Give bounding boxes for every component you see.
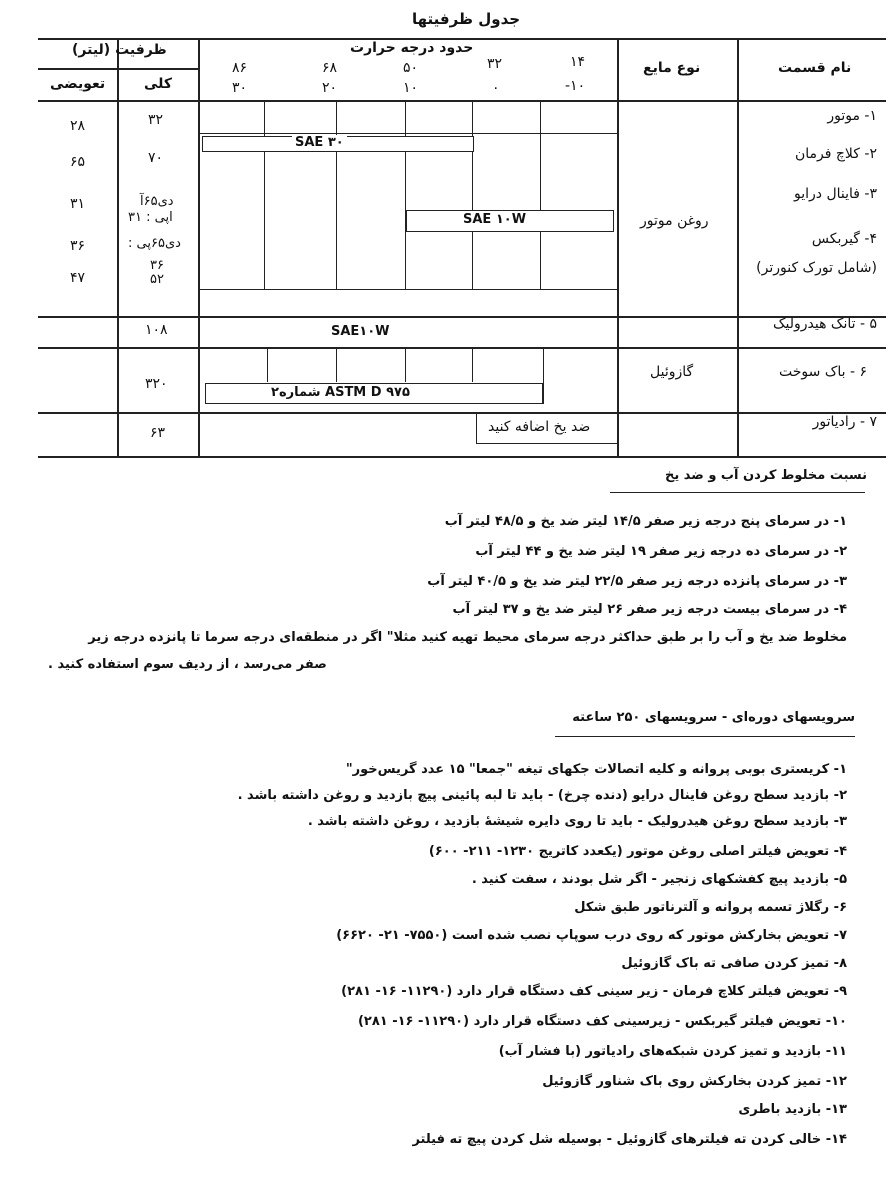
col-line-3 [617, 38, 619, 456]
mix-item-3: ۳- در سرمای پانزده درجه زیر صفر ۲۲/۵ لیتر ضد یخ و ۴۰/۵ لیتر آب [427, 574, 847, 589]
mix-item-1: ۱- در سرمای پنج درجه زیر صفر ۱۴/۵ لیتر ضد یخ و ۴۸/۵ لیتر آب [444, 514, 847, 529]
row-radiator: ۷ - رادیاتور [812, 414, 877, 430]
label-antifreeze: ضد یخ اضافه کنید [488, 419, 591, 435]
row-gearbox: ۴- گیربکس [811, 231, 877, 247]
service-title: سرویسهای دوره‌ای - سرویسهای ۲۵۰ ساعته [572, 710, 855, 725]
temp-f-68: ۶۸ [322, 60, 338, 76]
service-item-13: ۱۳- بازدید باطری [738, 1102, 847, 1117]
replace-gear-b: ۴۷ [70, 270, 86, 286]
capacity-header-line [38, 68, 198, 70]
diesel-grid-v-5 [543, 348, 544, 404]
label-sae10w-a: SAE ۱۰W [460, 212, 529, 227]
service-item-8: ۸- تمیز کردن صافی ته باک گازوئیل [621, 956, 847, 971]
service-item-9: ۹- تعویض فیلتر کلاچ فرمان - زیر سینی کف دستگاه قرار دارد (۱۱۲۹۰- ۱۶- ۲۸۱) [341, 984, 847, 999]
temp-f-50: ۵۰ [403, 60, 419, 76]
total-engine: ۳۲ [148, 112, 164, 128]
service-item-3: ۳- بازدید سطح روغن هیدرولیک - باید تا روی دایره شیشهٔ بازدید ، روغن داشته باشد . [307, 814, 847, 829]
service-item-1: ۱- کریستری بوبی پروانه و کلیه اتصالات جکهای تیغه "جمعا" ۱۵ عدد گریس‌خور" [345, 762, 847, 777]
header-capacity: ظرفیت (لیتر) [72, 42, 167, 58]
capacity-table [0, 0, 895, 460]
col-line-4 [737, 38, 739, 456]
header-total: کلی [144, 76, 173, 92]
total-clutch: ۷۰ [148, 150, 164, 166]
total-fuel: ۳۲۰ [145, 376, 168, 392]
service-title-underline [555, 736, 855, 737]
temp-f-14: ۱۴ [570, 54, 586, 70]
service-item-12: ۱۲- تمیز کردن بخارکش روی باک شناور گازوئیل [542, 1074, 847, 1089]
row-clutch: ۲- کلاچ فرمان [794, 146, 877, 162]
grid-h-2 [198, 289, 617, 290]
label-sae10w-b: SAE۱۰W [328, 324, 393, 339]
grid-v-4 [472, 100, 473, 290]
header-temp-range: حدود درجه حرارت [350, 40, 474, 56]
temp-c-0: ۰ [492, 80, 500, 96]
header-part-name: نام قسمت [778, 60, 852, 76]
temp-c-minus10: -۱۰ [565, 78, 586, 94]
service-item-7: ۷- تعویض بخارکش موتور که روی درب سوپاپ نصب شده است (۷۵۵۰- ۲۱- ۶۶۲۰) [336, 928, 847, 943]
grid-v-2 [336, 100, 337, 290]
replace-clutch: ۶۵ [70, 154, 86, 170]
antifreeze-box-left [476, 412, 477, 444]
temp-c-20: ۲۰ [322, 80, 338, 96]
header-fluid-type: نوع مایع [643, 60, 701, 76]
mix-item-2: ۲- در سرمای ده درجه زیر صفر ۱۹ لیتر ضد یخ و ۴۴ لیتر آب [475, 544, 847, 559]
replace-final: ۳۱ [70, 196, 86, 212]
service-item-14: ۱۴- خالی کردن ته فیلترهای گازوئیل - بوسیله شل کردن پیچ ته فیلتر [412, 1132, 847, 1147]
row-hydraulic-tank: ۵ - تانک هیدرولیک [772, 316, 877, 332]
total-gear-c: ۵۲ [150, 272, 164, 287]
row-final-drive: ۳- فاینال درایو [793, 186, 877, 202]
header-replace: تعویضی [50, 76, 106, 92]
row-fuel-tank: ۶ - باک سوخت [779, 364, 867, 380]
mix-note-1: مخلوط ضد یخ و آب را بر طبق حداکثر درجه سرمای محیط تهیه کنید مثلا" اگر در منطقه‌ای درجه سرما تا پانزده درجه زیر [88, 630, 847, 645]
mix-note-2: صفر می‌رسد ، از ردیف سوم استفاده کنید . [48, 657, 327, 672]
temp-c-30: ۳۰ [232, 80, 248, 96]
fluid-engine-oil: روغن موتور [640, 213, 709, 229]
total-final-b: اپی : ۳۱ [128, 210, 173, 225]
label-sae30: SAE ۳۰ [292, 135, 347, 150]
row-sep-3 [38, 412, 886, 414]
diesel-grid-v-3 [405, 348, 406, 382]
grid-h-1 [198, 133, 617, 134]
mix-title-underline [610, 492, 865, 493]
service-item-2: ۲- بازدید سطح روغن فاینال درایو (دنده چرخ) - باید تا لبه پائینی پیچ بازدید و روغن داشته باشد . [237, 788, 847, 803]
total-gear-b: ۳۶ [150, 258, 164, 273]
service-item-11: ۱۱- بازدید و تمیز کردن شبکه‌های رادیاتور (با فشار آب) [498, 1044, 847, 1059]
header-bottom-line [38, 100, 886, 102]
total-final-a: دی۶۵آ [140, 194, 174, 209]
table-title: جدول ظرفیتها [412, 10, 521, 28]
service-item-4: ۴- تعویض فیلتر اصلی روغن موتور (یکعدد کاتریج ۱۲۳۰- ۲۱۱- ۶۰۰) [428, 844, 847, 859]
col-line-2 [198, 38, 200, 456]
replace-engine: ۲۸ [70, 118, 86, 134]
temp-c-10: ۱۰ [403, 80, 419, 96]
col-line-1 [117, 38, 119, 456]
row-sep-2 [38, 347, 886, 349]
diesel-grid-v-2 [336, 348, 337, 382]
total-hydraulic: ۱۰۸ [145, 322, 168, 338]
grid-v-5 [540, 100, 541, 290]
row-sep-1 [38, 316, 886, 318]
label-astm: ASTM D ۹۷۵ شماره۲ [268, 385, 413, 400]
row-torque-converter: (شامل تورک کنورتر) [756, 260, 877, 276]
service-section [0, 700, 895, 1180]
service-item-6: ۶- رگلاژ تسمه پروانه و آلترناتور طبق شکل [574, 900, 847, 915]
diesel-grid-v-4 [472, 348, 473, 382]
temp-f-32: ۳۲ [487, 56, 503, 72]
total-radiator: ۶۳ [150, 425, 166, 441]
antifreeze-box-bottom [476, 443, 617, 444]
row-engine: ۱- موتور [827, 108, 877, 124]
grid-v-1 [264, 100, 265, 290]
grid-v-3 [405, 100, 406, 290]
fluid-diesel: گازوئیل [650, 364, 694, 380]
service-item-10: ۱۰- تعویض فیلتر گیربکس - زیرسینی کف دستگاه قرار دارد (۱۱۲۹۰- ۱۶- ۲۸۱) [357, 1014, 847, 1029]
mix-section [0, 460, 895, 690]
diesel-grid-v-1 [267, 348, 268, 382]
mix-title: نسبت مخلوط کردن آب و ضد یخ [664, 468, 867, 483]
mix-item-4: ۴- در سرمای بیست درجه زیر صفر ۲۶ لیتر ضد یخ و ۳۷ لیتر آب [452, 602, 847, 617]
service-item-5: ۵- بازدید پیچ کفشکهای زنجیر - اگر شل بودند ، سفت کنید . [471, 872, 847, 887]
total-gear-a: دی۶۵پی : [128, 236, 181, 251]
table-bottom-line [38, 456, 886, 458]
temp-f-86: ۸۶ [232, 60, 248, 76]
replace-gear-a: ۳۶ [70, 238, 86, 254]
